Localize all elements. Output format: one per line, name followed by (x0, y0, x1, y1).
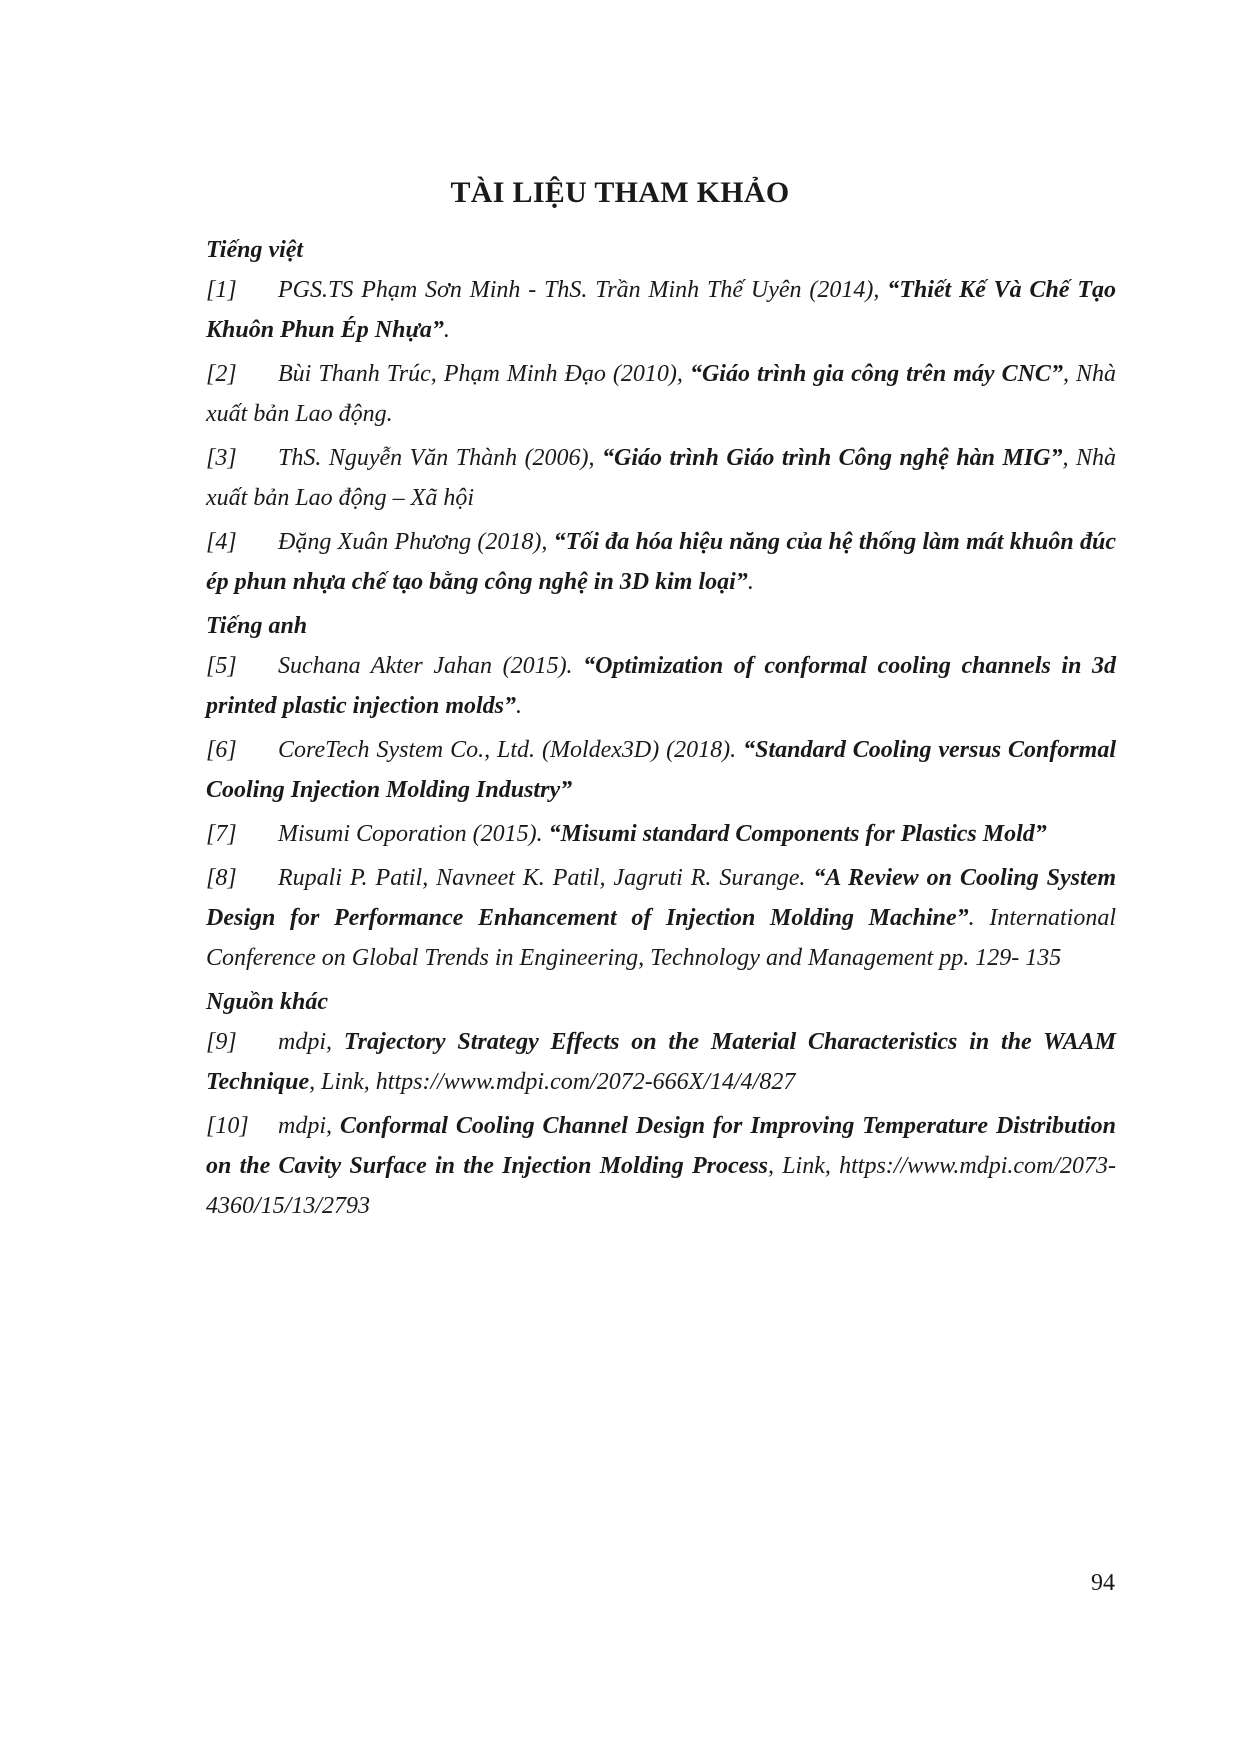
reference-authors: mdpi, (278, 1113, 340, 1139)
reference-title: “Tối đa hóa hiệu năng của hệ thống làm mát khuôn đúc ép phun nhựa chế tạo bằng công nghệ in 3D kim loại” (206, 529, 1116, 595)
reference-authors: Misumi Coporation (2015). (278, 821, 549, 847)
reference-details: , Nhà xuất bản Lao động. (206, 361, 1117, 427)
reference-number: [1] (206, 277, 237, 303)
reference-authors: ThS. Nguyễn Văn Thành (2006), (278, 445, 603, 471)
reference-number: [6] (206, 737, 237, 763)
reference-number: [4] (206, 529, 237, 555)
reference-item (206, 646, 1116, 726)
reference-number: [3] (206, 445, 237, 471)
reference-item (206, 1106, 1116, 1226)
reference-number: [5] (206, 653, 237, 679)
reference-title: “Giáo trình gia công trên máy CNC” (689, 361, 1063, 387)
reference-title: “Misumi standard Components for Plastics Mold” (548, 821, 1047, 847)
reference-number: [10] (206, 1113, 249, 1139)
reference-authors: CoreTech System Co., Ltd. (Moldex3D) (2018). (278, 737, 744, 763)
page-title: TÀI LIỆU THAM KHẢO (450, 176, 790, 209)
section-heading-vietnamese: Tiếng việt (206, 237, 304, 263)
section-heading-other: Nguồn khác (206, 989, 329, 1015)
reference-details: . (443, 317, 450, 343)
reference-title: “A Review on Cooling System Design for Performance Enhancement of Injection Molding Machine” (206, 865, 1116, 931)
reference-title: “Optimization of conformal cooling channels in 3d printed plastic injection molds” (206, 653, 1116, 719)
reference-item (206, 814, 1116, 854)
reference-title: “Standard Cooling versus Conformal Cooling Injection Molding Industry” (206, 737, 1117, 803)
reference-authors: Bùi Thanh Trúc, Phạm Minh Đạo (2010), (278, 361, 690, 387)
reference-number: [9] (206, 1029, 237, 1055)
section-heading-english: Tiếng anh (206, 613, 308, 639)
reference-title: “Thiết Kế Và Chế Tạo Khuôn Phun Ép Nhựa” (206, 277, 1116, 343)
reference-item (206, 270, 1116, 350)
page-number: 94 (1091, 1570, 1115, 1596)
reference-authors: Suchana Akter Jahan (2015). (278, 653, 584, 679)
reference-item (206, 730, 1116, 810)
reference-number: [8] (206, 865, 237, 891)
reference-authors: mdpi, (278, 1029, 344, 1055)
reference-item (206, 438, 1116, 518)
references-body (206, 230, 1116, 1230)
reference-title: Conformal Cooling Channel Design for Improving Temperature Distribution on the Cavity Surface in the Injection Molding Process (206, 1113, 1117, 1179)
reference-details: . (516, 693, 523, 719)
reference-item (206, 1022, 1116, 1102)
reference-authors: Rupali P. Patil, Navneet K. Patil, Jagruti R. Surange. (278, 865, 814, 891)
reference-authors: PGS.TS Phạm Sơn Minh - ThS. Trần Minh Thế Uyên (2014), (278, 277, 888, 303)
reference-details: , Link, https://www.mdpi.com/2072-666X/14/4/827 (309, 1069, 796, 1095)
reference-details: . International Conference on Global Trends in Engineering, Technology and Management pp. 129- 135 (206, 905, 1116, 971)
reference-item (206, 522, 1116, 602)
reference-details: , Nhà xuất bản Lao động – Xã hội (206, 445, 1116, 511)
reference-details: , Link, https://www.mdpi.com/2073-4360/15/13/2793 (206, 1153, 1117, 1219)
reference-item (206, 354, 1116, 434)
reference-title: “Giáo trình Giáo trình Công nghệ hàn MIG” (602, 445, 1063, 471)
reference-authors: Đặng Xuân Phương (2018), (278, 529, 554, 555)
reference-number: [7] (206, 821, 237, 847)
reference-title: Trajectory Strategy Effects on the Material Characteristics in the WAAM Technique (206, 1029, 1116, 1095)
reference-details: . (747, 569, 754, 595)
reference-number: [2] (206, 361, 237, 387)
reference-item (206, 858, 1116, 978)
